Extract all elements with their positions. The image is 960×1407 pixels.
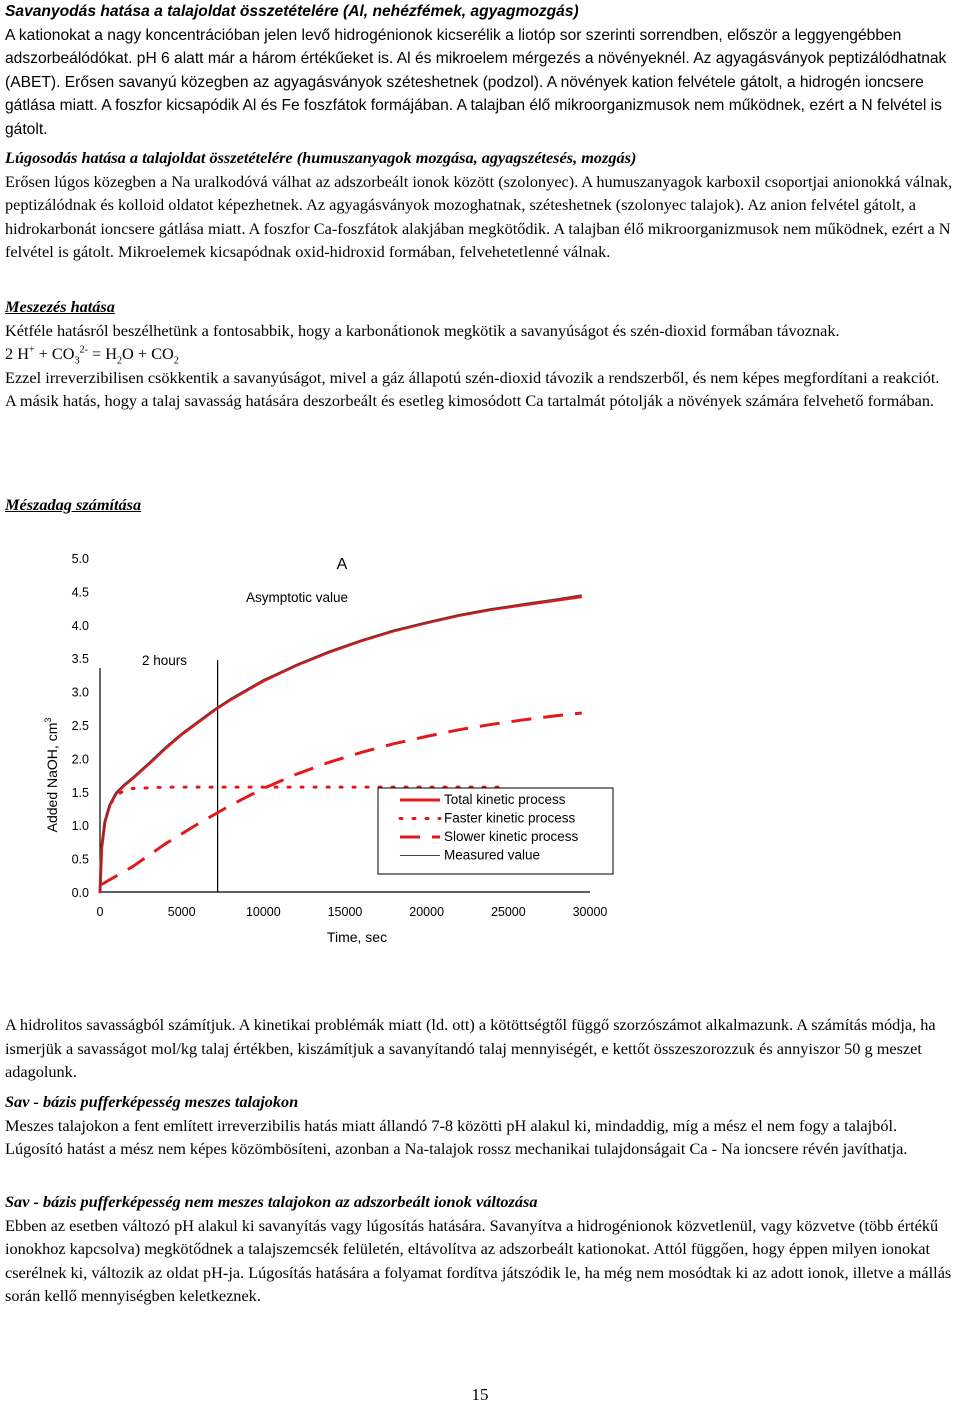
section-alkalization <box>5 146 955 264</box>
y-tick-label: 3.5 <box>71 652 89 667</box>
x-tick-label: 20000 <box>409 905 445 919</box>
y-axis-title: Added NaOH, $cm^3$ <box>43 717 60 833</box>
section-lime-calc <box>5 1013 955 1084</box>
x-tick-label: 25000 <box>490 905 526 919</box>
section-buffer-noncalcareous <box>5 1190 955 1308</box>
y-tick-label: 2.5 <box>71 719 89 733</box>
two-hours-annotation: 2 hours <box>142 653 188 668</box>
x-tick-label: 30000 <box>572 905 608 919</box>
y-tick-label: 4.5 <box>71 585 89 600</box>
x-tick-label: 10000 <box>245 905 281 919</box>
x-tick-label: 5000 <box>167 905 196 919</box>
legend-label: Slower kinetic process <box>444 829 579 844</box>
chemical-equation: 2 $H^+ + CO_3^{2-} = H_2O + CO_2$ <box>5 344 179 367</box>
section-heading: Meszezés hatása <box>5 297 115 316</box>
section-heading: Savanyodás hatása a talajoldat összetételére (Al, nehézfémek, agyagmozgás) <box>5 3 579 20</box>
legend-label: Faster kinetic process <box>444 810 576 826</box>
section-heading: Sav - bázis pufferképesség meszes talajokon <box>5 1092 299 1111</box>
y-tick-label: 2.0 <box>71 752 89 767</box>
y-axis-title-superscript: 3 <box>43 717 53 723</box>
section-paragraph: Meszes talajokon a fent említett irreverzibilis hatás miatt állandó 7-8 közötti pH alakul ki, mindaddig, míg a mész el nem fogy a talajból. Lúgosító hatást a mész nem képes közömbösíteni, azonban a Na-talajok rossz mechanikai tulajdonságait Ca - Na ioncsere révén javíthatja. <box>5 1115 908 1158</box>
section-paragraph: A másik hatás, hogy a talaj savasság hatására deszorbeált és esetleg kimosódott Ca tartalmát pótolják a növények számára felvehető formában. <box>5 391 935 410</box>
y-tick-label: 4.0 <box>71 618 89 633</box>
asymptote-annotation: Asymptotic value <box>246 590 349 605</box>
section-paragraph: Ebben az esetben változó pH alakul ki savanyítás vagy lúgosítás hatására. Savanyítva a hidrogénionok közvetlenül, vagy közvetve (több értékű ionokhoz kapcsolva) megkötődnek a talajszemcsék felületén, eltávolítva az adszorbeált kationokat. Attól függően, hogy éppen milyen ionokat cserélnek ki, változik az oldat pH-ja. Lúgosítás hatására a folyamat fordítva játszódik le, ha még nem mosódtak ki az adott ionok, illetve a mállás során kellő mennyiségben keletkeznek. <box>5 1215 952 1305</box>
section-lime-dose <box>5 493 955 517</box>
section-paragraph: A kationokat a nagy koncentrációban jelen levő hidrogénionok kicserélik a liotóp sor szerinti sorrendben, először a leggyengébben adszorbeálódókat. pH 6 alatt már a három értékűeket is. Al és mikroelem mérgezés a növényeknél. Az agyagásványok peptizálódhatnak (ABET). Erősen savanyú közegben az agyagásványok széteshetnek (podzol). A növények kation felvétele gátolt, a hidrogén ioncsere gátlása miatt. A foszfor kicsapódik Al és Fe foszfátok formájában. A talajban élő mikroorganizmusok nem működnek, ezért a N felvétel is gátolt. <box>5 26 947 138</box>
page-number: 15 <box>471 1385 489 1404</box>
section-paragraph: Kétféle hatásról beszélhetünk a fontosabbik, hogy a karbonátionok megkötik a savanyúságot és szén-dioxid formában távoznak. <box>5 320 840 340</box>
legend-label: Measured value <box>444 847 541 863</box>
section-liming <box>5 295 955 413</box>
section-heading: Sav - bázis pufferképesség nem meszes talajokon az adszorbeált ionok változása <box>5 1192 538 1211</box>
y-tick-label: 3.0 <box>71 685 89 700</box>
y-tick-label: 1.5 <box>71 785 89 800</box>
x-tick-label: 0 <box>96 905 104 919</box>
y-tick-label: 1.0 <box>71 819 89 834</box>
y-tick-label: 0.0 <box>71 886 89 900</box>
section-heading: Mészadag számítása <box>5 495 142 514</box>
panel-label: A <box>336 556 348 573</box>
section-heading: Lúgosodás hatása a talajoldat összetételére (humuszanyagok mozgása, agyagszétesés, mozgás) <box>5 148 637 167</box>
y-tick-label: 0.5 <box>71 852 89 867</box>
y-tick-label: 5.0 <box>71 552 89 566</box>
section-paragraph: Erősen lúgos közegben a Na uralkodóvá válhat az adszorbeált ionok között (szolonyec). A humuszanyagok karboxil csoportjai anionokká válnak, peptizálódnak és kolloid oldatot képezhetnek. Az agyagásványok mozoghatnak, széteshetnek (szolonyec talajok). Az anion felvétel gátolt, a hidrokarbonát ioncsere gátlása miatt. A foszfor Ca-foszfátok alakjában megkötődik. A talajban élő mikroorganizmusok nem működnek, ezért a N felvétel is gátolt. Mikroelemek kicsapódnak oxid-hidroxid formában, felvehetetlenné válnak. <box>5 171 953 261</box>
section-paragraph: A hidrolitos savasságból számítjuk. A kinetikai problémák miatt (ld. ott) a kötöttségtől függő szorzószámot alkalmazunk. A számítás módja, ha ismerjük a savasságot mol/kg talaj értékben, kiszámítjuk a savanyítandó talaj mennyiségét, e kettőt összeszorozzuk és annyiszor 50 g meszet adagolunk. <box>5 1015 936 1081</box>
section-paragraph: Ezzel irreverzibilisen csökkentik a savanyúságot, mivel a gáz állapotú szén-dioxid távozik a rendszerből, és nem képes megfordítani a reakciót. <box>5 367 940 387</box>
section-buffer-calcareous <box>5 1090 955 1161</box>
legend-label: Total kinetic process <box>444 792 566 807</box>
section-acidification <box>5 0 955 141</box>
kinetics-chart <box>0 540 960 960</box>
x-axis-title: Time, sec <box>326 929 388 945</box>
x-tick-label: 15000 <box>327 905 363 919</box>
